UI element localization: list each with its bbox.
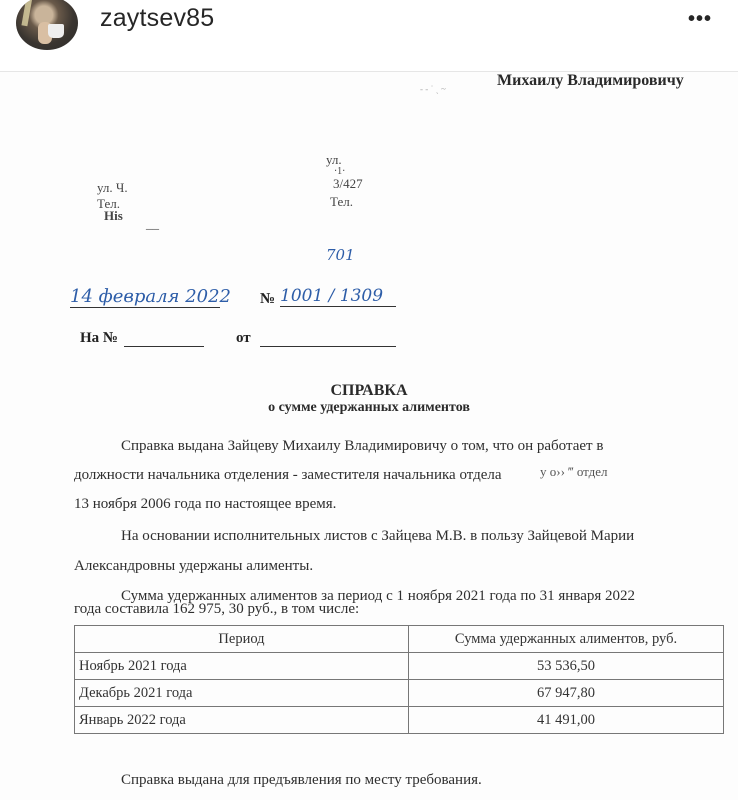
post-header [0, 0, 738, 70]
handwritten-number: 1001 / 1309 [280, 286, 396, 307]
paragraph2-line1: На основании исполнительных листов с Зайцева М.В. в пользу Зайцевой Марии [121, 528, 635, 544]
sender-street: ул. Ч. [97, 180, 128, 195]
username-link[interactable]: zaytsev85 [100, 4, 215, 32]
row-amount: 67 947,80 [409, 680, 724, 707]
reference-label: На № [80, 330, 118, 346]
sender-phone-label: Тел. [97, 196, 120, 211]
number-label: № [260, 291, 276, 307]
table-row [75, 653, 724, 680]
recipient-name: Михаилу Владимировичу [497, 72, 684, 89]
recipient-address-line2: ‧1‧ [334, 166, 346, 177]
paragraph3-line1: Сумма удержанных алиментов за период с 1 ноября 2021 года по 31 января 2022 [121, 588, 635, 604]
paragraph3-line2: года составила 162 975, 30 руб., в том числе: [74, 601, 360, 617]
recipient-street: ул. [326, 152, 342, 167]
document-image [0, 72, 738, 800]
sender-phone-dash: __ [146, 216, 159, 231]
from-label: от [236, 330, 251, 346]
avatar[interactable] [16, 0, 78, 50]
recipient-phone: Тел. [330, 194, 353, 209]
reference-blank [124, 330, 204, 347]
from-blank [260, 330, 396, 347]
smudge-mark: ‐ ‐ ˙ ˎ ~ [420, 84, 446, 94]
row-period: Январь 2022 года [75, 707, 409, 734]
document-subtitle: о сумме удержанных алиментов [268, 400, 470, 415]
paragraph1-line2: должности начальника отделения - заместителя начальника отдела [74, 467, 502, 483]
row-period: Декабрь 2021 года [75, 680, 409, 707]
header-period: Период [75, 626, 409, 653]
table-row [75, 680, 724, 707]
table-row [75, 707, 724, 734]
row-period: Ноябрь 2021 года [75, 653, 409, 680]
stamp-overlay: у о›› ‴ отдел [540, 464, 608, 479]
header-amount: Сумма удержанных алиментов, руб. [409, 626, 724, 653]
paragraph1-line3: 13 ноября 2006 года по настоящее время. [74, 496, 337, 512]
handwritten-number-top: 701 [326, 246, 355, 264]
row-amount: 53 536,50 [409, 653, 724, 680]
table-header-row [75, 626, 724, 653]
sender-phone-partial: Ніѕ [104, 208, 123, 223]
paragraph2-line2: Александровны удержаны алименты. [74, 558, 314, 574]
avatar-cup [48, 24, 64, 38]
row-amount: 41 491,00 [409, 707, 724, 734]
handwritten-date: 14 февраля 2022 [70, 286, 232, 307]
alimony-table [74, 625, 724, 734]
avatar-glare [21, 0, 32, 26]
document-title: СПРАВКА [330, 382, 408, 399]
paragraph1-line1: Справка выдана Зайцеву Михаилу Владимировичу о том, что он работает в [121, 438, 604, 454]
recipient-address-line3: 3/427 [333, 176, 363, 191]
more-options-icon[interactable]: ••• [688, 8, 713, 30]
closing-statement: Справка выдана для предъявления по месту требования. [121, 772, 482, 788]
